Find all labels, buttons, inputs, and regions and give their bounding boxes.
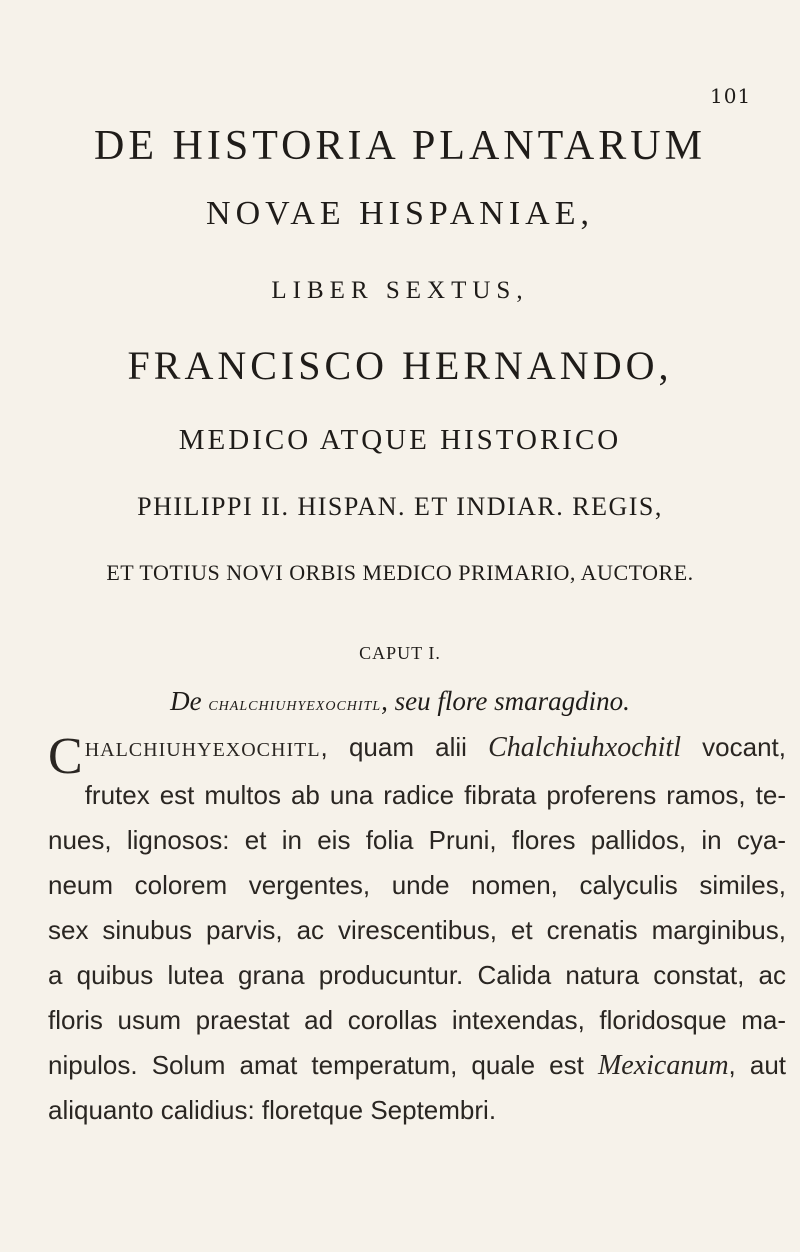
author-role: MEDICO ATQUE HISTORICO (178, 424, 622, 456)
paragraph-line: floris usum praestat ad corollas intexendas, floridosque ma- (48, 1005, 786, 1035)
text-run: nipulos. Solum amat temperatum, quale est (48, 1050, 598, 1080)
king-line: PHILIPPI II. HISPAN. ET INDIAR. REGIS, (137, 492, 663, 521)
orbis-line: ET TOTIUS NOVI ORBIS MEDICO PRIMARIO, AUCTORE. (106, 560, 694, 585)
page-number: 101 (710, 84, 752, 108)
text-run: , quam alii (320, 732, 489, 762)
paragraph-line (48, 1043, 786, 1088)
paragraph-line: a quibus lutea grana producuntur. Calida natura constat, ac (48, 960, 786, 990)
paragraph-line: neum colorem vergentes, unde nomen, calyculis similes, (48, 870, 786, 900)
heading-plant-name: chalchiuhyexochitl (208, 693, 382, 715)
alt-plant-name: Chalchiuhxochitl (488, 732, 681, 763)
paragraph-line: nues, lignosos: et in eis folia Pruni, flores pallidos, in cya- (48, 825, 786, 855)
title-line-1: DE HISTORIA PLANTARUM (94, 123, 706, 169)
place-name: Mexicanum (597, 1050, 729, 1081)
heading-de: De (170, 686, 202, 716)
chapter-label: CAPUT I. (359, 643, 441, 663)
paragraph-line: aliquanto calidius: floretque Septembri. (48, 1095, 497, 1125)
title-line-2: NOVAE HISPANIAE, (206, 195, 594, 232)
main-paragraph (48, 725, 786, 1133)
paragraph-line (48, 725, 786, 785)
title-line-3: LIBER SEXTUS, (271, 277, 529, 304)
plant-name: HALCHIUHYEXOCHITL (84, 739, 321, 761)
paragraph-line: frutex est multos ab una radice fibrata proferens ramos, te- (84, 780, 786, 810)
chapter-heading (0, 686, 800, 717)
author-name: FRANCISCO HERNANDO, (127, 343, 673, 388)
text-run: vocant, (680, 732, 786, 762)
text-run: , aut (728, 1050, 787, 1080)
drop-cap: C (48, 728, 83, 785)
heading-rest: , seu flore smaragdino. (381, 686, 630, 716)
paragraph-line: sex sinubus parvis, ac virescentibus, et crenatis marginibus, (48, 915, 786, 945)
